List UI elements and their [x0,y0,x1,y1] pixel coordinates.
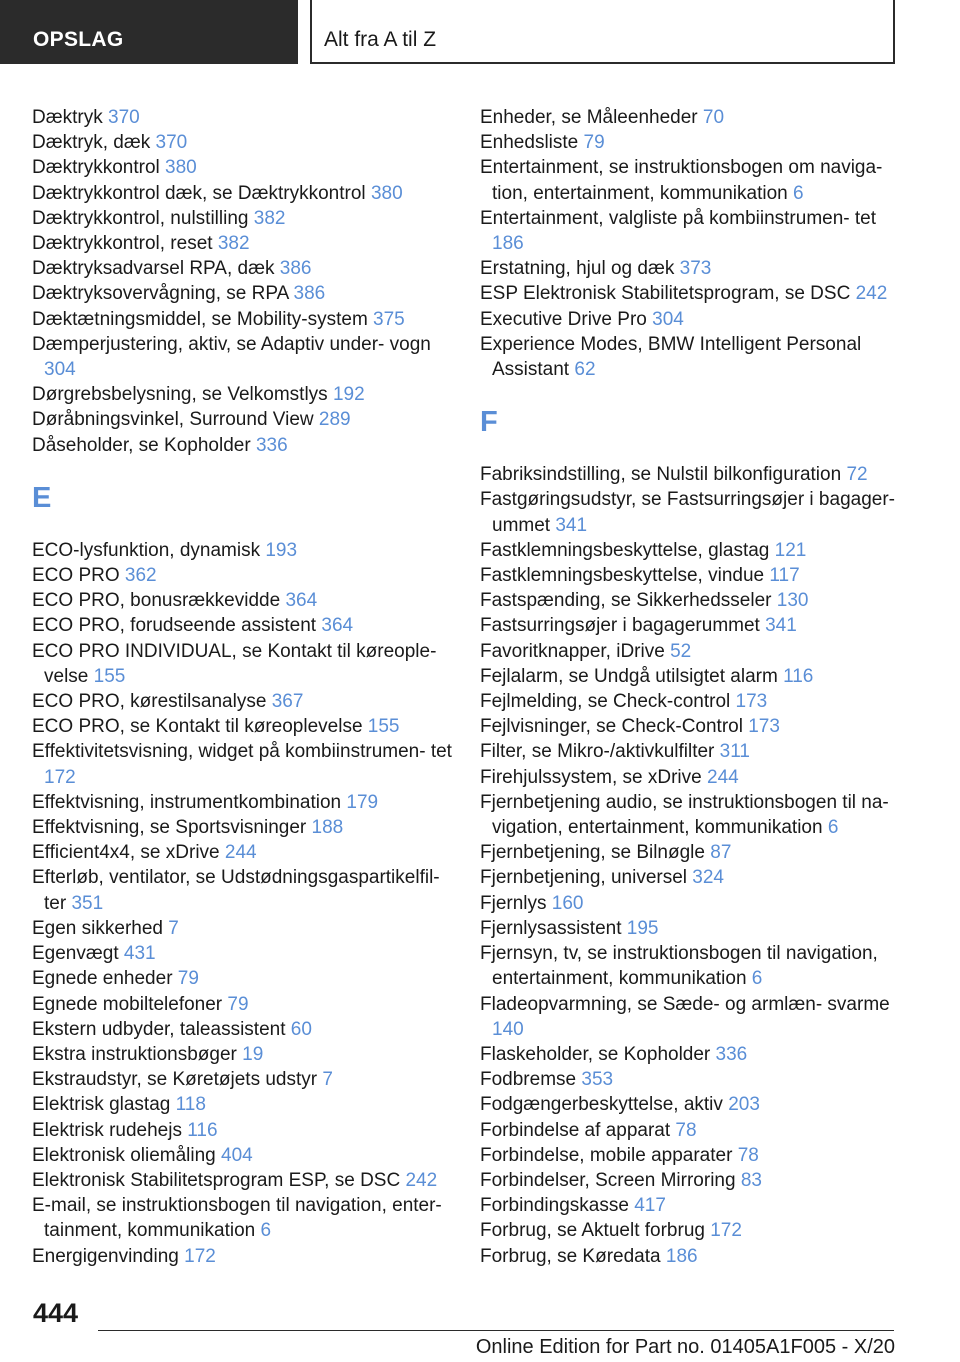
index-entry-term: ECO PRO, forudseende assistent [32,615,317,637]
index-entry [480,941,910,991]
index-entry-term: Elektrisk rudehejs [32,1119,182,1141]
index-entry [32,613,462,638]
index-entry-term: ECO PRO, kørestilsanalyse [32,691,267,713]
index-page-link[interactable]: 130 [776,590,809,612]
index-entry-term: Experience Modes, BMW Intelligent Personal Assistant [480,333,862,381]
index-page-link[interactable]: 353 [581,1069,614,1091]
index-page-link[interactable]: 304 [44,359,76,381]
page-number: 444 [33,1298,79,1328]
index-entry [480,1168,910,1193]
index-page-link[interactable]: 117 [769,565,800,587]
index-entry-term: ECO-lysfunktion, dynamisk [32,539,261,561]
index-column-left [32,105,462,1269]
index-entry [480,689,910,714]
index-entry-term: Erstatning, hjul og dæk [480,258,675,280]
index-entry [32,256,462,281]
index-entry [32,1092,462,1117]
index-page-link[interactable]: 179 [346,791,379,813]
index-entry [480,206,910,256]
index-page-link[interactable]: 87 [710,842,732,864]
index-entry-term: Ekstraudstyr, se Køretøjets udstyr [32,1069,318,1091]
index-entry [32,130,462,155]
index-entry [32,790,462,815]
index-page-link[interactable]: 121 [774,539,807,561]
index-entry-term: Fejlvisninger, se Check-Control [480,716,743,738]
index-page-link[interactable]: 6 [827,817,839,839]
index-page-link[interactable]: 6 [260,1220,272,1242]
index-entry-term: Effektvisning, se Sportsvisninger [32,817,307,839]
index-page-link[interactable]: 404 [221,1144,253,1166]
index-entry [32,966,462,991]
index-entry-term: Favoritknapper, iDrive [480,640,665,662]
index-entry-term: Elektronisk Stabilitetsprogram ESP, se DSC [32,1169,401,1191]
index-entry [480,462,910,487]
index-page-link[interactable]: 244 [707,766,739,788]
index-entry [32,307,462,332]
index-entry-term: Fjernsyn, tv, se instruktionsbogen til navigation, entertainment, kommunikation [480,943,878,990]
index-entry-term: Ekstra instruktionsbøger [32,1043,237,1065]
index-page-link[interactable]: 155 [367,716,400,738]
index-entry-term: Fastklemningsbeskyttelse, vindue [480,565,765,587]
index-page-link[interactable]: 192 [332,384,365,406]
index-entry-term: Enheder, se Måleenheder [480,107,698,128]
index-entry [32,1067,462,1092]
index-page-link[interactable]: 186 [492,233,524,255]
index-entry [32,1118,462,1143]
index-entry [480,916,910,941]
index-page-link[interactable]: 380 [165,157,197,179]
index-page-link[interactable]: 367 [271,691,304,713]
index-page-link[interactable]: 160 [551,892,584,914]
index-entry-term: Executive Drive Pro [480,308,647,330]
index-page-link[interactable]: 386 [293,283,326,305]
index-entry-term: Dåseholder, se Kopholder [32,434,251,456]
index-entry [32,206,462,231]
index-entry [480,563,910,588]
index-entry-term: Dæktrykkontrol dæk, se Dæktrykkontrol [32,182,366,204]
index-entry-term: Fastspænding, se Sikkerhedsseler [480,590,772,612]
index-entry-term: Egen sikkerhed [32,917,163,939]
index-page-link[interactable]: 375 [373,308,405,330]
index-page-link[interactable]: 324 [692,867,724,889]
index-entry [480,130,910,155]
index-entry [480,1118,910,1143]
index-entry-term: Fladeopvarmning, se Sæde- og armlæn‐ svarme [480,993,890,1015]
index-page-link[interactable]: 172 [44,766,76,788]
index-entry-term: Dæktryk [32,107,103,128]
index-entry-term: ECO PRO, se Kontakt til køreoplevelse [32,716,363,738]
index-entry-term: Entertainment, valgliste på kombiinstrumen‐ tet [480,207,877,229]
index-page-link[interactable]: 370 [108,107,140,128]
index-entry [480,1067,910,1092]
index-page-link[interactable]: 79 [583,132,605,154]
index-entry [32,588,462,613]
index-entry-term: Dæktætningsmiddel, se Mobility-system [32,308,368,330]
index-entry [480,1193,910,1218]
index-entry-term: Effektivitetsvisning, widget på kombiinstrumen‐ tet [32,741,452,763]
index-page-link[interactable]: 373 [679,258,712,280]
index-entry-term: Fastgøringsudstyr, se Fastsurringsøjer i bagager‐ ummet [480,489,895,536]
index-entry-term: Fjernlysassistent [480,917,622,939]
index-page-link[interactable]: 364 [285,590,318,612]
index-page-link[interactable]: 6 [751,968,763,990]
index-entry-term: Dæktrykkontrol [32,157,160,179]
edition-note: Online Edition for Part no. 01405A1F005 - X/20 [475,1336,895,1358]
index-entry [480,613,910,638]
index-page-link[interactable]: 173 [748,716,780,738]
index-page-link[interactable]: 155 [93,665,126,687]
index-page-link[interactable]: 70 [702,107,725,128]
index-page-link[interactable]: 311 [719,741,750,763]
index-entry [480,639,910,664]
index-entry [32,382,462,407]
index-entry-term: Energigenvinding [32,1245,179,1267]
index-entry [480,487,910,537]
index-entry [480,1244,910,1269]
index-entry-term: Efficient4x4, se xDrive [32,842,220,864]
index-entry [480,891,910,916]
index-entry [480,1042,910,1067]
index-page-link[interactable]: 19 [242,1043,264,1065]
index-entry-term: Firehjulssystem, se xDrive [480,766,702,788]
index-page-link[interactable]: 172 [710,1220,742,1242]
index-entry-term: Fejlmelding, se Check-control [480,691,731,713]
index-entry-term: Fodgængerbeskyttelse, aktiv [480,1094,723,1116]
index-page-link[interactable]: 341 [765,615,797,637]
index-page-link[interactable]: 6 [793,182,804,204]
index-entry-term: Forbindingskasse [480,1195,629,1217]
index-entry [480,739,910,764]
index-entry-term: ECO PRO, bonusrækkevidde [32,590,281,612]
index-entry-term: Dæktrykkontrol, reset [32,233,213,255]
index-entry-term: Forbindelse af apparat [480,1119,671,1141]
index-page-link[interactable]: 7 [168,917,179,939]
index-entry [480,865,910,890]
index-page-link[interactable]: 336 [255,434,288,456]
index-entry-term: Forbrug, se Køredata [480,1245,661,1267]
index-entry-term: Egnede enheder [32,968,173,990]
index-entry-term: Enhedsliste [480,132,579,154]
index-entry-term: Elektronisk oliemåling [32,1144,216,1166]
index-page-link[interactable]: 52 [670,640,692,662]
index-page-link[interactable]: 386 [279,258,312,280]
index-page-link[interactable]: 195 [626,917,659,939]
index-page-link[interactable]: 380 [370,182,403,204]
index-entry-term: Fodbremse [480,1069,577,1091]
index-page-link[interactable]: 244 [224,842,257,864]
index-column-right [480,105,910,1269]
index-page-link[interactable]: 351 [71,892,104,914]
index-entry [32,563,462,588]
index-entry [480,840,910,865]
index-entry [32,181,462,206]
index-page-link[interactable]: 116 [783,665,814,687]
index-entry [32,714,462,739]
index-entry [32,105,462,130]
index-entry-term: Dørgrebsbelysning, se Velkomstlys [32,384,328,406]
index-entry [32,865,462,915]
index-entry [32,281,462,306]
index-entry-term: ECO PRO [32,565,120,587]
index-entry-term: Dæktrykkontrol, nulstilling [32,207,249,229]
index-entry [32,992,462,1017]
index-entry-term: Fjernbetjening audio, se instruktionsbogen til na‐ vigation, entertainment, kommunikation [480,791,889,839]
index-entry [480,307,910,332]
index-entry [480,664,910,689]
section-tab: OPSLAG [0,0,298,64]
index-entry-term: Fastsurringsøjer i bagagerummet [480,615,760,637]
index-page-link[interactable]: 203 [728,1094,760,1116]
index-entry [32,639,462,689]
index-entry-term: Dæktryksadvarsel RPA, dæk [32,258,275,280]
index-page-link[interactable]: 116 [187,1119,218,1141]
index-entry-term: Fejlalarm, se Undgå utilsigtet alarm [480,665,778,687]
index-entry [32,1017,462,1042]
index-page-link[interactable]: 140 [492,1018,524,1040]
index-page-link[interactable]: 193 [265,539,298,561]
chapter-title: Alt fra A til Z [310,0,895,64]
index-page-link[interactable]: 172 [184,1245,216,1267]
index-page-link[interactable]: 362 [124,565,157,587]
index-entry [32,916,462,941]
index-entry-term: Forbindelse, mobile apparater [480,1144,733,1166]
index-entry [480,332,910,382]
index-page-link[interactable]: 431 [123,943,156,965]
index-entry [480,256,910,281]
index-page-link[interactable]: 417 [634,1195,666,1217]
index-entry [480,790,910,840]
index-page-link[interactable]: 336 [715,1043,748,1065]
index-page-link[interactable]: 341 [555,514,588,536]
index-entry [32,332,462,382]
index-entry-term: Fabriksindstilling, se Nulstil bilkonfiguration [480,464,842,486]
index-entry [32,433,462,458]
index-page-link[interactable]: 370 [155,132,188,154]
index-page-link[interactable]: 79 [177,968,199,990]
index-entry-term: Entertainment, se instruktionsbogen om naviga‐ tion, entertainment, kommunikation [480,157,883,204]
footer-divider [98,1330,894,1331]
index-page-link[interactable]: 7 [322,1069,333,1091]
index-page-link[interactable]: 83 [740,1169,762,1191]
index-entry [32,1168,462,1193]
index-entry-term: Dæmperjustering, aktiv, se Adaptiv under‐ vogn [32,333,431,355]
index-entry-term: Dæktryksovervågning, se RPA [32,283,289,305]
index-page-link[interactable]: 60 [290,1018,312,1040]
index-letter-heading: F [480,406,498,439]
index-entry-term: E-mail, se instruktionsbogen til navigation, enter‐ tainment, kommunikation [32,1195,442,1242]
index-entry-term: Ekstern udbyder, taleassistent [32,1018,286,1040]
index-page-link[interactable]: 188 [311,817,344,839]
index-entry [32,231,462,256]
index-page-link[interactable]: 242 [405,1169,438,1191]
index-entry-term: ECO PRO INDIVIDUAL, se Kontakt til køreople‐ velse [32,640,437,687]
index-entry [32,155,462,180]
index-entry [32,739,462,789]
index-entry [480,765,910,790]
index-page-link[interactable]: 289 [318,409,351,431]
index-entry [480,105,910,130]
index-entry-term: Flaskeholder, se Kopholder [480,1043,711,1065]
index-entry [32,1042,462,1067]
index-entry [480,281,910,306]
index-page-link[interactable]: 364 [321,615,354,637]
index-entry [480,538,910,563]
index-page-link[interactable]: 382 [217,233,250,255]
index-page-link[interactable]: 78 [737,1144,759,1166]
index-page-link[interactable]: 72 [846,464,868,486]
index-page-link[interactable]: 62 [574,359,596,381]
index-page-link[interactable]: 304 [652,308,684,330]
index-entry [480,1143,910,1168]
index-entry-term: Efterløb, ventilator, se Udstødningsgaspartikelfil‐ ter [32,867,440,914]
index-entry-term: Fjernlys [480,892,547,914]
index-entry [480,1218,910,1243]
index-page-link[interactable]: 118 [175,1094,206,1116]
index-letter-heading: E [32,481,52,514]
index-entry-term: Døråbningsvinkel, Surround View [32,409,314,431]
page-header [0,0,960,66]
index-entry [32,840,462,865]
index-page-link[interactable]: 173 [735,691,768,713]
index-page-link[interactable]: 382 [253,207,286,229]
index-page-link[interactable]: 78 [675,1119,697,1141]
index-entry [480,992,910,1042]
index-entry [32,1143,462,1168]
index-entry [32,538,462,563]
index-entry [32,815,462,840]
index-entry-term: Forbrug, se Aktuelt forbrug [480,1220,705,1242]
index-entry [480,1092,910,1117]
index-entry-term: Forbindelser, Screen Mirroring [480,1169,736,1191]
index-entry [480,155,910,205]
index-page-link[interactable]: 79 [227,993,249,1015]
index-entry-term: Dæktryk, dæk [32,132,151,154]
index-entry [32,689,462,714]
index-entry-term: Egenvægt [32,943,119,965]
index-entry-term: Effektvisning, instrumentkombination [32,791,342,813]
index-entry-term: Filter, se Mikro-/aktivkulfilter [480,741,715,763]
index-entry-term: Fastklemningsbeskyttelse, glastag [480,539,770,561]
index-entry [32,407,462,432]
index-page-link[interactable]: 242 [855,283,888,305]
index-entry-term: Elektrisk glastag [32,1094,171,1116]
index-entry-term: ESP Elektronisk Stabilitetsprogram, se DSC [480,283,851,305]
index-entry [480,714,910,739]
index-entry-term: Fjernbetjening, se Bilnøgle [480,842,705,864]
index-page-link[interactable]: 186 [665,1245,698,1267]
index-entry [480,588,910,613]
index-entry-term: Egnede mobiltelefoner [32,993,223,1015]
index-entry-term: Fjernbetjening, universel [480,867,688,889]
index-entry [32,1244,462,1269]
index-entry [32,941,462,966]
index-entry [32,1193,462,1243]
